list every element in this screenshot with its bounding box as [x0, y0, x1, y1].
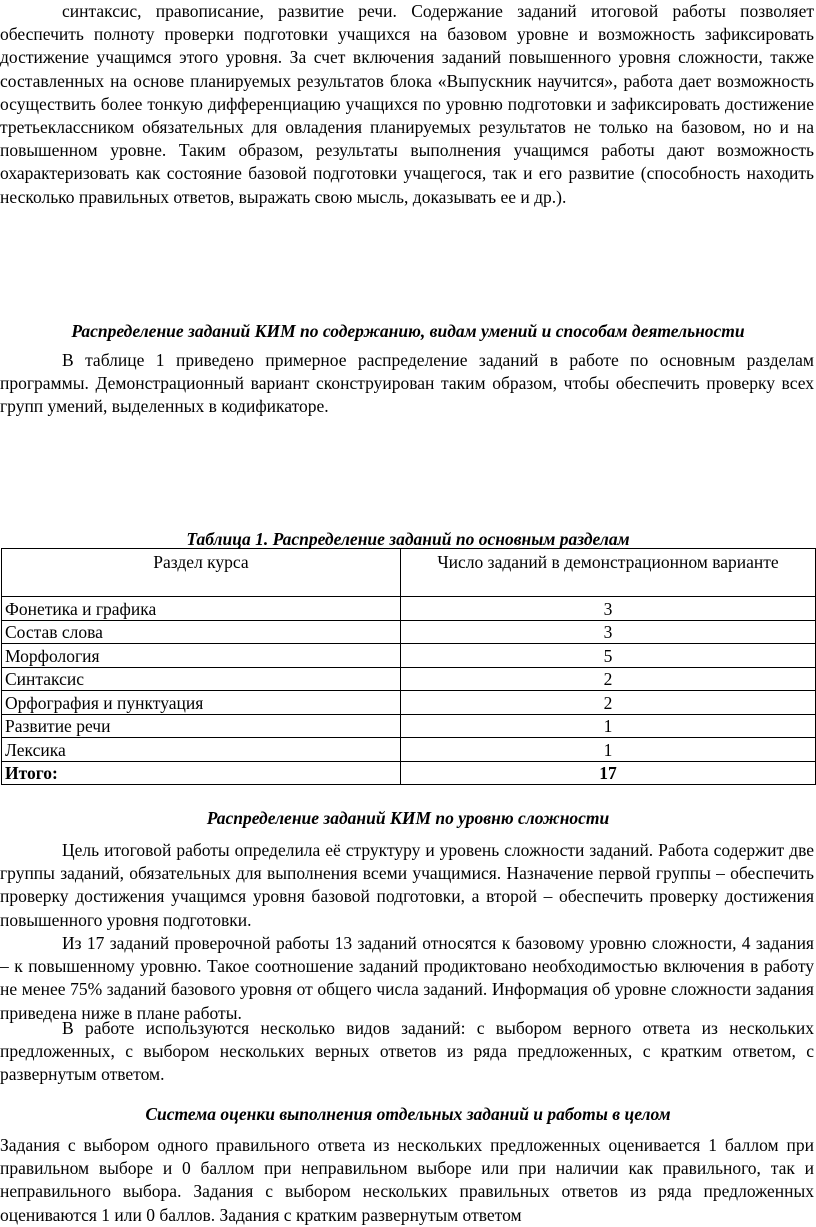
total-count: 17 — [401, 761, 816, 785]
count-cell: 1 — [401, 714, 816, 738]
section-cell: Развитие речи — [2, 714, 401, 738]
table-row — [2, 597, 816, 621]
section2-paragraph-2: Из 17 заданий проверочной работы 13 заданий относятся к базовому уровню сложности, 4 задания – к повышенному уровню. Такое соотношение заданий продиктовано необходимостью включения в работу не менее 75% заданий базового уровня от общего числа заданий. Информация об уровне сложности задания приведена ниже в плане работы. — [0, 933, 814, 1023]
table-row — [2, 644, 816, 668]
section2-paragraph-3: В работе используются несколько видов заданий: с выбором верного ответа из нескольких предложенных, с выбором нескольких верных ответов из ряда предложенных, с кратким ответом, с развернутым ответом. — [0, 1018, 814, 1085]
section-cell: Орфография и пунктуация — [2, 691, 401, 715]
column-header: Раздел курса — [2, 549, 401, 597]
section-cell: Морфология — [2, 644, 401, 668]
column-header: Число заданий в демонстрационном варианте — [401, 549, 816, 597]
intro-paragraph: синтаксис, правописание, развитие речи. Содержание заданий итоговой работы позволяет обеспечить полноту проверки подготовки учащихся на базовом уровне и возможность зафиксировать достижение учащимся этого уровня. За счет включения заданий повышенного уровня сложности, также составленных на основе планируемых результатов блока «Выпускник научится», работа дает возможность осуществить более тонкую дифференциацию учащихся по уровню подготовки и зафиксировать достижение третьеклассником обязательных для овладения планируемых результатов не только на базовом, но и на повышенном уровне. Таким образом, результаты выполнения учащимся работы дают возможность охарактеризовать как состояние базовой подготовки учащегося, так и его развитие (способность находить несколько правильных ответов, выражать свою мысль, доказывать ее и др.). — [0, 1, 814, 207]
table-row — [2, 738, 816, 762]
count-cell: 2 — [401, 691, 816, 715]
count-cell: 2 — [401, 667, 816, 691]
table-caption: Таблица 1. Распределение заданий по основным разделам — [186, 529, 630, 549]
table-row — [2, 620, 816, 644]
table-row — [2, 667, 816, 691]
section-cell: Синтаксис — [2, 667, 401, 691]
table-row — [2, 714, 816, 738]
section-heading-content: Распределение заданий КИМ по содержанию, видам умений и способам деятельности — [71, 321, 745, 341]
section-heading-assessment: Система оценки выполнения отдельных заданий и работы в целом — [145, 1104, 671, 1124]
count-cell: 5 — [401, 644, 816, 668]
section-heading-difficulty: Распределение заданий КИМ по уровню сложности — [206, 808, 610, 828]
table-total-row — [2, 761, 816, 785]
section-cell: Лексика — [2, 738, 401, 762]
count-cell: 1 — [401, 738, 816, 762]
section2-paragraph-1: Цель итоговой работы определила её структуру и уровень сложности заданий. Работа содержит две группы заданий, обязательных для выполнения всеми учащимися. Назначение первой группы – обеспечить проверку достижения учащимся уровня базовой подготовки, а второй – обеспечить проверку достижения повышенного уровня подготовки. — [0, 840, 814, 930]
section-cell: Фонетика и графика — [2, 597, 401, 621]
section3-paragraph: Задания с выбором одного правильного ответа из нескольких предложенных оценивается 1 баллом при правильном выборе и 0 баллом при неправильном выборе или при наличии как правильного, так и неправильного выбора. Задания с выбором нескольких правильных ответов из ряда предложенных оцениваются 1 или 0 баллов. Задания с кратким развернутым ответом — [0, 1135, 814, 1225]
table-header-row — [2, 549, 816, 597]
distribution-table — [1, 548, 816, 785]
count-cell: 3 — [401, 620, 816, 644]
total-label: Итого: — [2, 761, 401, 785]
section1-paragraph: В таблице 1 приведено примерное распределение заданий в работе по основным разделам программы. Демонстрационный вариант сконструирован таким образом, чтобы обеспечить проверку всех групп умений, выделенных в кодификаторе. — [0, 350, 814, 417]
section-cell: Состав слова — [2, 620, 401, 644]
table-row — [2, 691, 816, 715]
count-cell: 3 — [401, 597, 816, 621]
